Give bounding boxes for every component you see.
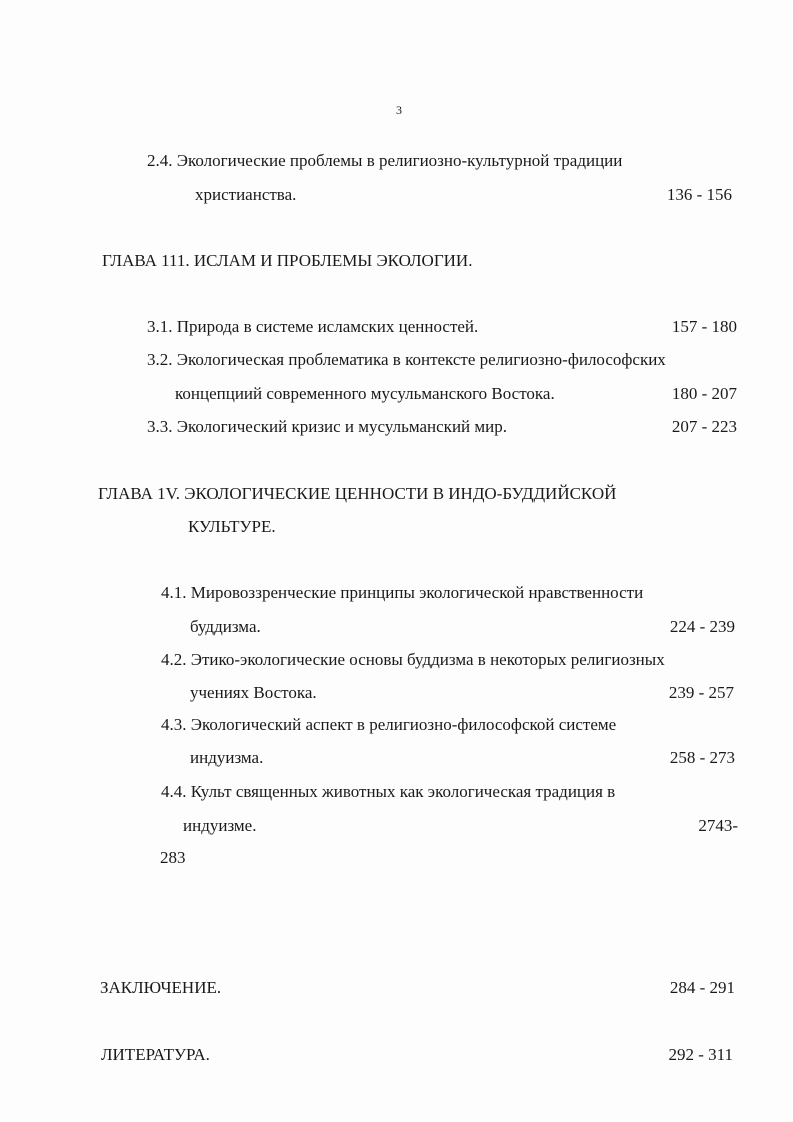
toc-entry-3-3: 3.3. Экологический кризис и мусульманский мир.: [147, 417, 507, 436]
toc-entry-4-2-pages: 239 - 257: [668, 683, 734, 702]
page-number: 3: [396, 103, 402, 117]
toc-entry-4-1-line2: буддизма.: [190, 617, 261, 636]
toc-entry-3-1-pages: 157 - 180: [671, 317, 737, 336]
toc-entry-2-4-line1: 2.4. Экологические проблемы в религиозно-культурной традиции: [147, 151, 623, 170]
toc-entry-3-2-line2: концепциий современного мусульманского Востока.: [175, 384, 555, 403]
toc-entry-4-3-line1: 4.3. Экологический аспект в религиозно-философской системе: [161, 715, 617, 734]
toc-entry-4-4-line2: индуизме.: [183, 816, 257, 835]
chapter-3-title: ГЛАВА 111. ИСЛАМ И ПРОБЛЕМЫ ЭКОЛОГИИ.: [102, 251, 473, 270]
toc-entry-2-4-pages: 136 - 156: [666, 185, 732, 204]
toc-entry-3-1: 3.1. Природа в системе исламских ценностей.: [147, 317, 479, 336]
chapter-4-title-line2: КУЛЬТУРЕ.: [188, 517, 276, 536]
toc-entry-4-4-pages: 2743-: [698, 816, 738, 835]
toc-entry-3-2-line1: 3.2. Экологическая проблематика в контексте религиозно-философских: [147, 350, 666, 369]
toc-entry-4-3-line2: индуизма.: [190, 748, 264, 767]
toc-entry-4-2-line1: 4.2. Этико-экологические основы буддизма в некоторых религиозных: [161, 650, 665, 669]
chapter-4-title-line1: ГЛАВА 1V. ЭКОЛОГИЧЕСКИЕ ЦЕННОСТИ В ИНДО-БУДДИЙСКОЙ: [98, 484, 617, 503]
conclusion-pages: 284 - 291: [669, 978, 735, 997]
toc-entry-2-4-line2: христианства.: [195, 185, 297, 204]
conclusion-label: ЗАКЛЮЧЕНИЕ.: [100, 978, 222, 997]
literature-pages: 292 - 311: [668, 1045, 733, 1064]
toc-entry-4-4-line1: 4.4. Культ священных животных как экологическая традиция в: [161, 782, 616, 801]
toc-entry-4-3-pages: 258 - 273: [669, 748, 735, 767]
toc-entry-4-2-line2: учениях Востока.: [190, 683, 317, 702]
toc-entry-3-3-pages: 207 - 223: [671, 417, 737, 436]
toc-entry-4-1-pages: 224 - 239: [669, 617, 735, 636]
toc-entry-3-2-pages: 180 - 207: [671, 384, 737, 403]
toc-entry-4-4-pages-wrap: 283: [160, 848, 186, 867]
literature-label: ЛИТЕРАТУРА.: [101, 1045, 210, 1064]
toc-entry-4-1-line1: 4.1. Мировоззренческие принципы экологической нравственности: [161, 583, 644, 602]
